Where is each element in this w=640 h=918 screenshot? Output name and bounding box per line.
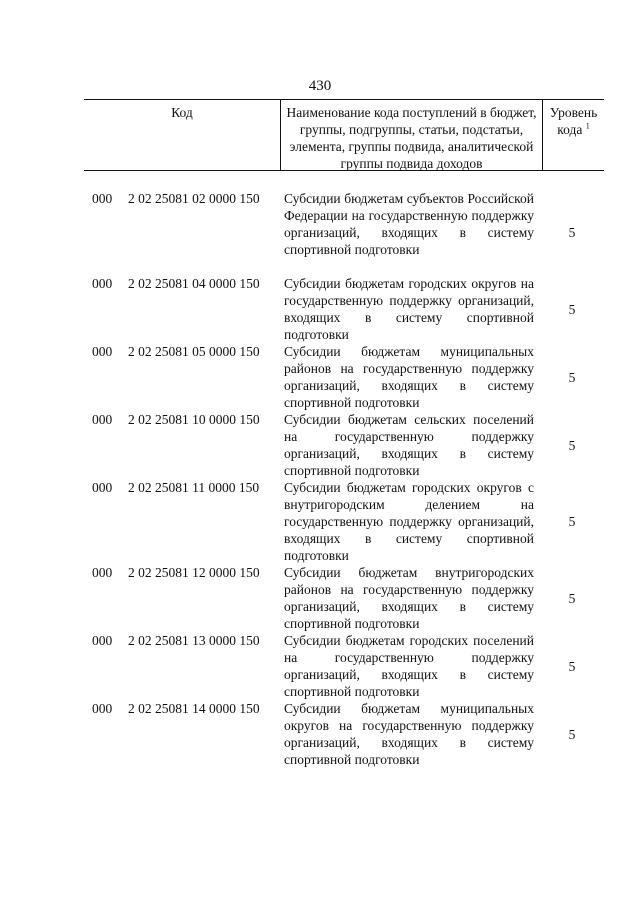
header-code: Код [84,100,281,170]
revenue-name: Субсидии бюджетам сельских поселений на государственную поддержку организаций, входящих в систему спортивной подготовки [284,412,534,478]
revenue-code: 2 02 25081 13 0000 150 [128,633,260,648]
code-level: 5 [568,370,576,385]
revenue-name: Субсидии бюджетам городских поселений на государственную поддержку организаций, входящих в систему спортивной подготовки [284,633,534,699]
revenue-name: Субсидии бюджетам городских округов с внутригородским делением на государственную поддержку организаций, входящих в систему спортивной подготовки [284,480,534,563]
admin-code: 000 [92,191,113,206]
admin-code: 000 [92,480,113,495]
revenue-name: Субсидии бюджетам субъектов Российской Федерации на государственную поддержку организаций, входящих в систему спортивной подготовки [284,191,534,257]
admin-code: 000 [92,344,113,359]
revenue-code: 2 02 25081 10 0000 150 [128,412,260,427]
table-header [84,99,604,171]
revenue-code: 2 02 25081 11 0000 150 [128,480,260,495]
revenue-code: 2 02 25081 02 0000 150 [128,191,260,206]
code-level: 5 [568,591,576,606]
code-level: 5 [568,727,576,742]
code-level: 5 [568,514,576,529]
admin-code: 000 [92,412,113,427]
revenue-code: 2 02 25081 12 0000 150 [128,565,260,580]
header-level [543,100,604,170]
page-number: 430 [308,78,332,94]
admin-code: 000 [92,276,113,291]
header-name: Наименование кода поступлений в бюджет, группы, подгруппы, статьи, подстатьи, элемента, группы подвида, аналитической группы подвида доходов [281,100,543,170]
admin-code: 000 [92,633,113,648]
admin-code: 000 [92,701,113,716]
revenue-code: 2 02 25081 14 0000 150 [128,701,260,716]
revenue-name: Субсидии бюджетам внутригородских районов на государственную поддержку организаций, входящих в систему спортивной подготовки [284,565,534,631]
revenue-name: Субсидии бюджетам муниципальных округов на государственную поддержку организаций, входящих в систему спортивной подготовки [284,701,534,767]
code-level: 5 [568,659,576,674]
revenue-code: 2 02 25081 04 0000 150 [128,276,260,291]
code-level: 5 [568,225,576,240]
code-level: 5 [568,438,576,453]
code-level: 5 [568,302,576,317]
revenue-name: Субсидии бюджетам городских округов на государственную поддержку организаций, входящих в систему спортивной подготовки [284,276,534,342]
header-level-line2: кода [557,122,583,137]
admin-code: 000 [92,565,113,580]
revenue-name: Субсидии бюджетам муниципальных районов на государственную поддержку организаций, входящих в систему спортивной подготовки [284,344,534,410]
header-level-line1: Уровень [549,105,598,120]
header-level-footnote: 1 [585,121,590,131]
revenue-code: 2 02 25081 05 0000 150 [128,344,260,359]
